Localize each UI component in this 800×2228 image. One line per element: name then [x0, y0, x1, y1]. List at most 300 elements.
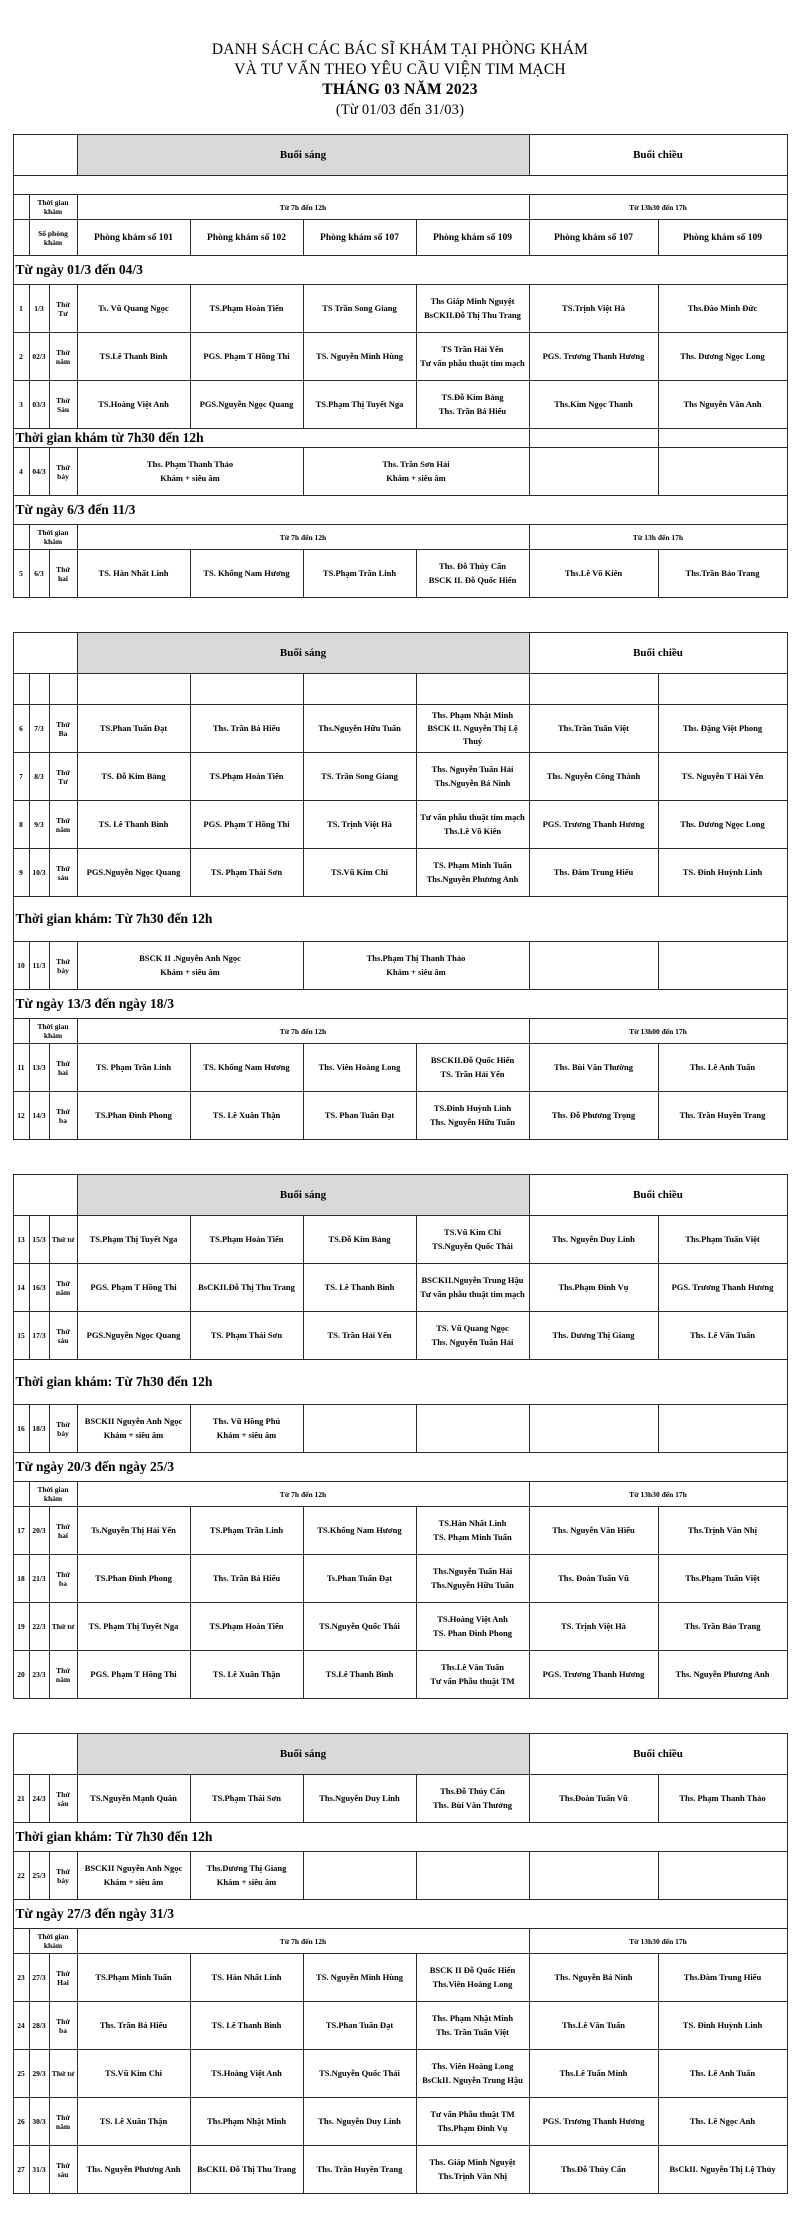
doctor-cell: Ths. Dương Ngọc Long [658, 801, 787, 849]
doctor-cell: Ths. Nguyễn Bá Ninh [529, 1954, 658, 2002]
doctor-cell: TS.Phạm Minh Tuấn [77, 1954, 190, 2002]
table-row [13, 176, 787, 195]
doc-title-range: (Từ 01/03 đến 31/03) [335, 102, 465, 118]
doctor-cell: Ths. Dương Ngọc Long [658, 333, 787, 381]
doctor-cell: TS. Đinh Huỳnh Linh [658, 2002, 787, 2050]
room-header-cell: Phòng khám số 101 [77, 220, 190, 256]
doctor-cell: Ths. Nguyễn Công Thành [529, 753, 658, 801]
doctor-cell: Ths. Nguyễn Tuấn Hải Ths.Nguyễn Bá Ninh [416, 753, 529, 801]
doctor-cell: BSCKII.Nguyễn Trung Hậu Tư vấn phẫu thuật tim mạch [416, 1264, 529, 1312]
blank-cell [77, 674, 190, 705]
table-row [13, 220, 787, 256]
schedule-table-3 [13, 1174, 788, 1699]
row-meta-cell: Thứ năm [49, 801, 77, 849]
doctor-cell: Ths. Trần Huyền Trang [303, 2146, 416, 2194]
doctor-cell: BsCKII.Đỗ Thị Thu Trang [190, 1264, 303, 1312]
doctor-cell: Ths.Phạm Tuấn Việt [658, 1216, 787, 1264]
row-meta-cell: 6 [13, 705, 29, 753]
schedule-table-2 [13, 632, 788, 1140]
row-meta-cell: 9/3 [29, 801, 49, 849]
doctor-cell: TS.Phan Tuấn Đạt [303, 2002, 416, 2050]
blank-cell [658, 448, 787, 496]
blank-cell [13, 176, 787, 195]
row-meta-cell: 6/3 [29, 550, 49, 598]
room-header-cell: Phòng khám số 107 [529, 220, 658, 256]
session-header-cell: Buổi chiều [529, 1175, 787, 1216]
time-header-cell: Thời gian khám [29, 195, 77, 220]
table-row [13, 2146, 787, 2194]
row-meta-cell: 19 [13, 1603, 29, 1651]
doctor-cell: TS. Nguyễn Minh Hùng [303, 333, 416, 381]
blank-cell [190, 674, 303, 705]
row-meta-cell: 22 [13, 1852, 29, 1900]
doctor-cell: TS.Phạm Thị Tuyết Nga [77, 1216, 190, 1264]
row-meta-cell: Thứ ba [49, 1092, 77, 1140]
table-row [13, 1453, 787, 1482]
doctor-cell: BsCKII. Đỗ Thị Thu Trang [190, 2146, 303, 2194]
room-header-cell: Phòng khám số 109 [658, 220, 787, 256]
doctor-cell: TS.Phan Đình Phong [77, 1555, 190, 1603]
row-meta-cell: 10/3 [29, 849, 49, 897]
doctor-cell: PGS. Phạm T Hồng Thi [77, 1651, 190, 1699]
doctor-cell: TS. Hàn Nhất Linh [190, 1954, 303, 2002]
doctor-cell: Ths.Trịnh Văn Nhị [658, 1507, 787, 1555]
doctor-cell: TS Trần Hải Yến Tư vấn phẫu thuật tim mạch [416, 333, 529, 381]
doctor-cell: TS. Nguyễn Minh Hùng [303, 1954, 416, 2002]
doctor-cell: TS. Trần Hải Yến [303, 1312, 416, 1360]
row-meta-cell: 17/3 [29, 1312, 49, 1360]
doctor-cell: Ths.Đàm Trung Hiếu [658, 1954, 787, 2002]
blank-cell [658, 429, 787, 448]
doctor-cell: Ths. Lê Văn Tuấn [658, 1312, 787, 1360]
row-meta-cell: 3 [13, 381, 29, 429]
doctor-cell: TS. Nguyễn T Hải Yến [658, 753, 787, 801]
doctor-cell: TS.Phan Tuấn Đạt [77, 705, 190, 753]
row-meta-cell: 29/3 [29, 2050, 49, 2098]
row-meta-cell: 24/3 [29, 1775, 49, 1823]
row-meta-cell: 18 [13, 1555, 29, 1603]
row-meta-cell: Thứ hai [49, 1507, 77, 1555]
doctor-cell: Ths Nguyễn Văn Anh [658, 381, 787, 429]
row-meta-cell: Thứ bảy [49, 942, 77, 990]
table-row [13, 135, 787, 176]
row-meta-cell: 25/3 [29, 1852, 49, 1900]
doctor-cell: TS.Phạm Hoàn Tiến [190, 285, 303, 333]
table-row [13, 753, 787, 801]
blank-cell [13, 1019, 29, 1044]
doctor-cell: TS.Khổng Nam Hương [303, 1507, 416, 1555]
table-row [13, 1216, 787, 1264]
doctor-cell: TS. Hàn Nhất Linh [77, 550, 190, 598]
time-header-cell: Từ 13h30 đến 17h [529, 1929, 787, 1954]
doctor-cell: Ths. Trần Huyền Trang [658, 1092, 787, 1140]
doctor-cell: Ths. Phạm Nhật Minh Ths. Trần Tuấn Việt [416, 2002, 529, 2050]
schedule-table-1 [13, 134, 788, 598]
blank-cell [13, 195, 29, 220]
time-header-cell: Từ 13h30 đến 17h [529, 1482, 787, 1507]
doctor-cell: Ts.Nguyễn Thị Hải Yến [77, 1507, 190, 1555]
doctor-cell: Ths. Viên Hoàng Long BsCkII. Nguyễn Trung Hậu [416, 2050, 529, 2098]
doctor-cell: TS. Phạm Thái Sơn [190, 1312, 303, 1360]
session-header-cell: Buổi chiều [529, 633, 787, 674]
blank-cell [529, 448, 658, 496]
doctor-cell: Ths. Trần Bá Hiếu [190, 705, 303, 753]
time-header-cell: Thời gian khám [29, 525, 77, 550]
table-row [13, 897, 787, 942]
doctor-cell: TS.Hoàng Việt Anh [77, 381, 190, 429]
row-meta-cell: 17 [13, 1507, 29, 1555]
row-meta-cell: 28/3 [29, 2002, 49, 2050]
doctor-cell: Ths. Dương Thị Giang [529, 1312, 658, 1360]
table-row [13, 195, 787, 220]
doctor-cell: TS.Phạm Trần Linh [303, 550, 416, 598]
blank-cell [49, 674, 77, 705]
table-row [13, 496, 787, 525]
table-row [13, 705, 787, 753]
doctor-cell: TS.Phạm Thị Tuyết Nga [303, 381, 416, 429]
table-row [13, 674, 787, 705]
row-meta-cell: 11/3 [29, 942, 49, 990]
doctor-cell: Ths. Bùi Văn Thường [529, 1044, 658, 1092]
doctor-cell: Ths. Lê Ngọc Anh [658, 2098, 787, 2146]
row-meta-cell: 02/3 [29, 333, 49, 381]
row-meta-cell: Thứ năm [49, 1264, 77, 1312]
blank-cell [416, 674, 529, 705]
table-row [13, 1900, 787, 1929]
section-label: Thời gian khám: Từ 7h30 đến 12h [13, 1360, 787, 1405]
doctor-cell: TS. Phan Tuấn Đạt [303, 1092, 416, 1140]
session-header-cell: Buổi chiều [529, 135, 787, 176]
doctor-cell: TS.Hoàng Việt Anh [190, 2050, 303, 2098]
table-row [13, 1360, 787, 1405]
blank-cell [13, 1734, 77, 1775]
doctor-cell: Ths. Viên Hoàng Long [303, 1044, 416, 1092]
blank-cell [529, 429, 658, 448]
row-meta-cell: 12 [13, 1092, 29, 1140]
doctor-cell: Ts.Phan Tuấn Đạt [303, 1555, 416, 1603]
row-meta-cell: Thứ bảy [49, 1405, 77, 1453]
blank-cell [529, 1405, 658, 1453]
row-meta-cell: 31/3 [29, 2146, 49, 2194]
blank-cell [13, 525, 29, 550]
row-meta-cell: 18/3 [29, 1405, 49, 1453]
doctor-cell: TS. Phạm Minh Tuấn Ths.Nguyễn Phương Anh [416, 849, 529, 897]
row-meta-cell: 03/3 [29, 381, 49, 429]
doctor-cell: PGS. Trương Thanh Hương [529, 1651, 658, 1699]
row-meta-cell: 1/3 [29, 285, 49, 333]
doctor-cell: Ths.Phạm Nhật Minh [190, 2098, 303, 2146]
doctor-cell: TS. Vũ Quang Ngọc Ths. Nguyễn Tuấn Hải [416, 1312, 529, 1360]
doctor-cell: Ths.Lê Văn Tuấn Tư vấn Phẫu thuật TM [416, 1651, 529, 1699]
doctor-cell: Ths. Trần Sơn Hải Khám + siêu âm [303, 448, 529, 496]
doctor-cell: Ths. Nguyễn Văn Hiếu [529, 1507, 658, 1555]
doctor-cell: TS. Phạm Trần Linh [77, 1044, 190, 1092]
row-meta-cell: 5 [13, 550, 29, 598]
table-row [13, 990, 787, 1019]
table-row [13, 942, 787, 990]
doctor-cell: TS Trần Song Giang [303, 285, 416, 333]
blank-cell [13, 220, 29, 256]
row-meta-cell: Thứ hai [49, 550, 77, 598]
doctor-cell: TS.Phan Đình Phong [77, 1092, 190, 1140]
row-meta-cell: Thứ sáu [49, 849, 77, 897]
row-meta-cell: 27 [13, 2146, 29, 2194]
table-row [13, 1929, 787, 1954]
table-row [13, 1651, 787, 1699]
blank-cell [13, 1482, 29, 1507]
doc-title-month: THÁNG 03 NĂM 2023 [322, 81, 478, 98]
doctor-cell: TS.Lê Thanh Bình [77, 333, 190, 381]
doctor-cell: TS.Phạm Thái Sơn [190, 1775, 303, 1823]
doctor-cell: TS. Phạm Thái Sơn [190, 849, 303, 897]
doctor-cell: Ths.Phạm Thị Thanh Thảo Khám + siêu âm [303, 942, 529, 990]
doctor-cell: Ths.Lê Tuấn Minh [529, 2050, 658, 2098]
doctor-cell: Ths.Dương Thị Giang Khám + siêu âm [190, 1852, 303, 1900]
blank-cell [13, 674, 29, 705]
table-row [13, 1264, 787, 1312]
table-row [13, 1954, 787, 2002]
row-meta-cell: 30/3 [29, 2098, 49, 2146]
room-header-cell: Phòng khám số 109 [416, 220, 529, 256]
table-row [13, 285, 787, 333]
doctor-cell: TS.Phạm Trần Linh [190, 1507, 303, 1555]
section-label: Từ ngày 27/3 đến ngày 31/3 [13, 1900, 787, 1929]
doctor-cell: TS. Lê Thanh Bình [190, 2002, 303, 2050]
doctor-cell: BSCKII.Đỗ Quốc Hiển TS. Trần Hải Yến [416, 1044, 529, 1092]
table-row [13, 1852, 787, 1900]
row-meta-cell: 23 [13, 1954, 29, 2002]
doctor-cell: Ths.Phạm Đình Vụ [529, 1264, 658, 1312]
section-label: Thời gian khám: Từ 7h30 đến 12h [13, 1823, 787, 1852]
doctor-cell: PGS.Nguyễn Ngọc Quang [190, 381, 303, 429]
row-meta-cell: Thứ năm [49, 333, 77, 381]
row-meta-cell: 15/3 [29, 1216, 49, 1264]
doctor-cell: TS. Khổng Nam Hương [190, 1044, 303, 1092]
doctor-cell: TS.Nguyễn Mạnh Quân [77, 1775, 190, 1823]
row-meta-cell: 21 [13, 1775, 29, 1823]
session-header-cell: Buổi sáng [77, 1734, 529, 1775]
doctor-cell: TS. Lê Thanh Bình [77, 801, 190, 849]
row-meta-cell: Thứ sáu [49, 1312, 77, 1360]
blank-cell [303, 1405, 416, 1453]
doctor-cell: PGS. Trương Thanh Hương [658, 1264, 787, 1312]
doctor-cell: Ths. Nguyễn Phương Anh [77, 2146, 190, 2194]
doctor-cell: Ths. Nguyễn Duy Linh [529, 1216, 658, 1264]
doctor-cell: Ths.Đỗ Thúy Cẩn Ths. Bùi Văn Thưởng [416, 1775, 529, 1823]
table-row [13, 1603, 787, 1651]
row-meta-cell: Thứ hai [49, 1044, 77, 1092]
time-header-cell: Số phòng khám [29, 220, 77, 256]
blank-cell [303, 674, 416, 705]
time-header-cell: Thời gian khám [29, 1019, 77, 1044]
row-meta-cell: Thứ bảy [49, 1852, 77, 1900]
schedule-table-4 [13, 1733, 788, 2194]
row-meta-cell: 9 [13, 849, 29, 897]
row-meta-cell: Thứ sáu [49, 1775, 77, 1823]
doctor-cell: Ths. Trần Bảo Trang [658, 1603, 787, 1651]
doctor-cell: TS.Vũ Kim Chi TS.Nguyễn Quốc Thái [416, 1216, 529, 1264]
doctor-cell: Ths. Phạm Thanh Thảo [658, 1775, 787, 1823]
tables-container [0, 134, 800, 2194]
row-meta-cell: 25 [13, 2050, 29, 2098]
table-row [13, 256, 787, 285]
blank-cell [29, 674, 49, 705]
row-meta-cell: 1 [13, 285, 29, 333]
row-meta-cell: 24 [13, 2002, 29, 2050]
doctor-cell: Ths. Phạm Nhật Minh BSCK II. Nguyễn Thị Lệ Thuý [416, 705, 529, 753]
doctor-cell: TS. Trần Song Giang [303, 753, 416, 801]
blank-cell [416, 1405, 529, 1453]
row-meta-cell: 11 [13, 1044, 29, 1092]
doctor-cell: TS.Lê Thanh Bình [303, 1651, 416, 1699]
doctor-cell: TS.Trịnh Việt Hà [529, 285, 658, 333]
doctor-cell: TS.Phạm Hoàn Tiến [190, 1603, 303, 1651]
row-meta-cell: Thứ ba [49, 1555, 77, 1603]
row-meta-cell: 14/3 [29, 1092, 49, 1140]
doctor-cell: TS.Vũ Kim Chi [303, 849, 416, 897]
table-row [13, 801, 787, 849]
doctor-cell: Ths. Đỗ Phương Trọng [529, 1092, 658, 1140]
blank-cell [303, 1852, 416, 1900]
table-row [13, 849, 787, 897]
doctor-cell: Tư vấn phẫu thuật tim mạch Ths.Lê Võ Kiên [416, 801, 529, 849]
table-row [13, 2098, 787, 2146]
row-meta-cell: Thứ năm [49, 2098, 77, 2146]
document-header [0, 0, 800, 120]
section-label: Từ ngày 20/3 đến ngày 25/3 [13, 1453, 787, 1482]
row-meta-cell: 22/3 [29, 1603, 49, 1651]
time-header-cell: Từ 7h đến 12h [77, 525, 529, 550]
blank-cell [13, 1929, 29, 1954]
session-header-cell: Buổi sáng [77, 633, 529, 674]
row-meta-cell: 20 [13, 1651, 29, 1699]
doctor-cell: TS.Hàn Nhất Linh TS. Phạm Minh Tuấn [416, 1507, 529, 1555]
table-row [13, 1405, 787, 1453]
row-meta-cell: Thứ tư [49, 1216, 77, 1264]
doctor-cell: TS.Hoàng Việt Anh TS. Phan Đình Phong [416, 1603, 529, 1651]
section-label: Từ ngày 01/3 đến 04/3 [13, 256, 787, 285]
table-row [13, 1823, 787, 1852]
doctor-cell: TS. Khổng Nam Hương [190, 550, 303, 598]
doctor-cell: Ths. Nguyễn Duy Linh [303, 2098, 416, 2146]
session-header-cell: Buổi chiều [529, 1734, 787, 1775]
row-meta-cell: 16 [13, 1405, 29, 1453]
doctor-cell: Ths Giáp Minh Nguyệt BsCKII.Đỗ Thị Thu Trang [416, 285, 529, 333]
doctor-cell: PGS.Nguyễn Ngọc Quang [77, 1312, 190, 1360]
doctor-cell: TS. Phạm Thị Tuyết Nga [77, 1603, 190, 1651]
room-header-cell: Phòng khám số 107 [303, 220, 416, 256]
table-row [13, 1092, 787, 1140]
row-meta-cell: 21/3 [29, 1555, 49, 1603]
time-header-cell: Từ 7h đến 12h [77, 1929, 529, 1954]
session-header-cell: Buổi sáng [77, 135, 529, 176]
row-meta-cell: 26 [13, 2098, 29, 2146]
row-meta-cell: 23/3 [29, 1651, 49, 1699]
row-meta-cell: Thứ Ba [49, 705, 77, 753]
doctor-cell: TS.Đỗ Kim Bảng [303, 1216, 416, 1264]
time-header-cell: Thời gian khám [29, 1929, 77, 1954]
row-meta-cell: 4 [13, 448, 29, 496]
blank-cell [13, 633, 77, 674]
doctor-cell: Ths. Nguyễn Phương Anh [658, 1651, 787, 1699]
blank-cell [529, 942, 658, 990]
doctor-cell: Ths.Kim Ngọc Thanh [529, 381, 658, 429]
row-meta-cell: 10 [13, 942, 29, 990]
table-row [13, 1044, 787, 1092]
blank-cell [658, 942, 787, 990]
doctor-cell: Ths. Đoàn Tuấn Vũ [529, 1555, 658, 1603]
table-row [13, 1175, 787, 1216]
row-meta-cell: 7/3 [29, 705, 49, 753]
doctor-cell: PGS. Trương Thanh Hương [529, 333, 658, 381]
blank-cell [529, 1852, 658, 1900]
row-meta-cell: 13/3 [29, 1044, 49, 1092]
row-meta-cell: Thứ sáu [49, 2146, 77, 2194]
row-meta-cell: 16/3 [29, 1264, 49, 1312]
table-row [13, 2002, 787, 2050]
time-header-cell: Từ 7h đến 12h [77, 1019, 529, 1044]
row-meta-cell: Thứ năm [49, 1651, 77, 1699]
blank-cell [13, 135, 77, 176]
doctor-cell: Ths. Trần Bá Hiếu [190, 1555, 303, 1603]
time-header-cell: Thời gian khám [29, 1482, 77, 1507]
doctor-cell: PGS. Phạm T Hồng Thi [190, 333, 303, 381]
row-meta-cell: Thứ Hai [49, 1954, 77, 2002]
doctor-cell: TS.Nguyễn Quốc Thái [303, 2050, 416, 2098]
doctor-cell: TS. Lê Xuân Thận [77, 2098, 190, 2146]
blank-cell [658, 1405, 787, 1453]
doctor-cell: Ths.Trần Bảo Trang [658, 550, 787, 598]
doctor-cell: TS. Lê Thanh Bình [303, 1264, 416, 1312]
row-meta-cell: Thứ Sáu [49, 381, 77, 429]
room-header-cell: Phòng khám số 102 [190, 220, 303, 256]
table-row [13, 1507, 787, 1555]
doctor-cell: PGS. Phạm T Hồng Thi [190, 801, 303, 849]
doctor-cell: Ths. Giáp Minh Nguyệt Ths.Trịnh Văn Nhị [416, 2146, 529, 2194]
time-header-cell: Từ 13h00 đến 17h [529, 1019, 787, 1044]
row-meta-cell: Thứ Tư [49, 753, 77, 801]
doctor-cell: Ths. Lê Anh Tuấn [658, 1044, 787, 1092]
row-meta-cell: Thứ Tư [49, 285, 77, 333]
doctor-cell: PGS. Phạm T Hồng Thi [77, 1264, 190, 1312]
table-row [13, 2050, 787, 2098]
table-row [13, 448, 787, 496]
doctor-cell: Ths.Nguyễn Hữu Tuấn [303, 705, 416, 753]
time-header-cell: Từ 7h đến 12h [77, 1482, 529, 1507]
session-header-cell: Buổi sáng [77, 1175, 529, 1216]
doctor-cell: Ths.Lê Văn Tuấn [529, 2002, 658, 2050]
doctor-cell: Ths. Đỗ Thúy Cẩn BSCK II. Đỗ Quốc Hiển [416, 550, 529, 598]
row-meta-cell: Thứ ba [49, 2002, 77, 2050]
doctor-cell: Ts. Vũ Quang Ngọc [77, 285, 190, 333]
row-meta-cell: 13 [13, 1216, 29, 1264]
doctor-cell: Ths. Vũ Hồng Phú Khám + siêu âm [190, 1405, 303, 1453]
row-meta-cell: 2 [13, 333, 29, 381]
row-meta-cell: 14 [13, 1264, 29, 1312]
doctor-cell: Ths.Phạm Tuấn Việt [658, 1555, 787, 1603]
table-row [13, 381, 787, 429]
table-row [13, 1019, 787, 1044]
table-row [13, 1734, 787, 1775]
row-meta-cell: 7 [13, 753, 29, 801]
row-meta-cell: Thứ tư [49, 1603, 77, 1651]
doctor-cell: Ths.Nguyễn Duy Linh [303, 1775, 416, 1823]
doctor-cell: Ths. Đặng Việt Phong [658, 705, 787, 753]
time-header-cell: Từ 13h30 đến 17h [529, 195, 787, 220]
doctor-cell: TS. Đinh Huỳnh Linh [658, 849, 787, 897]
doctor-cell: Ths.Đỗ Thúy Cẩn [529, 2146, 658, 2194]
blank-cell [658, 1852, 787, 1900]
